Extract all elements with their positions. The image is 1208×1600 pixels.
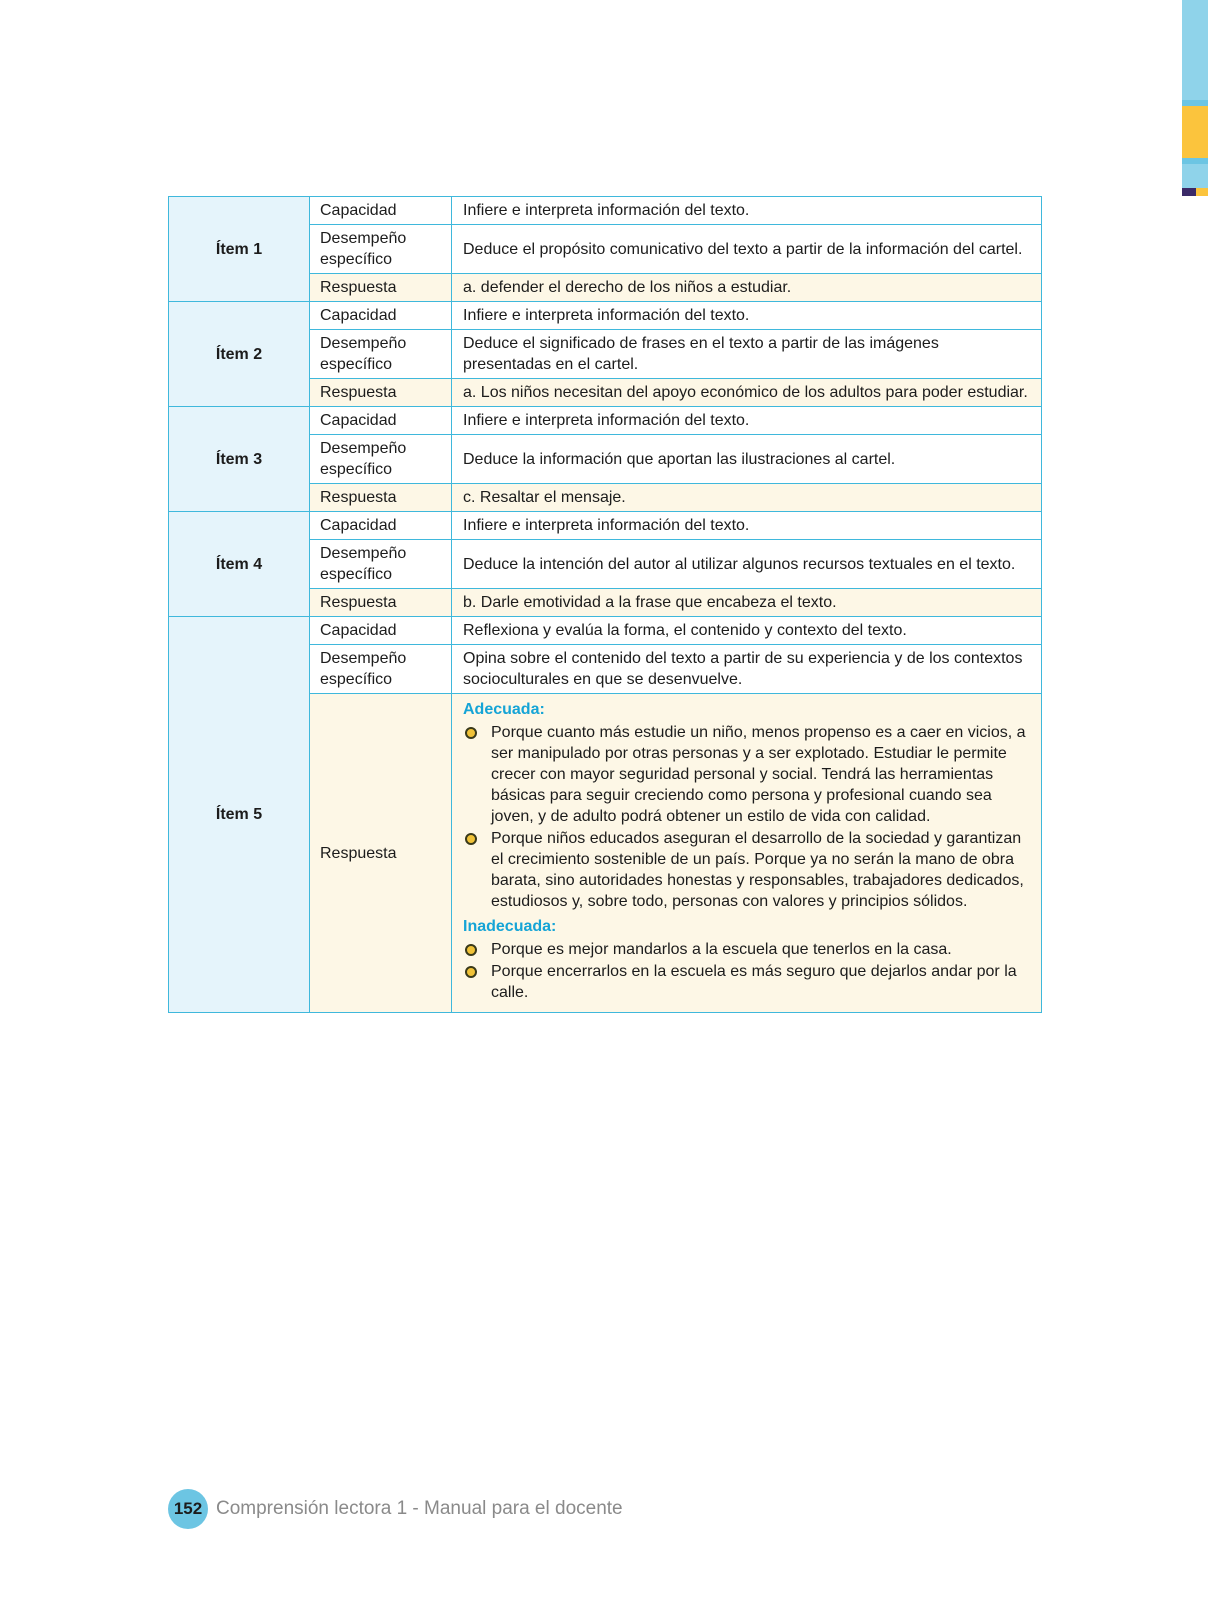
capacidad-label: Capacidad xyxy=(310,197,452,225)
side-tab-purple-mark xyxy=(1182,188,1196,196)
respuesta-value: a. defender el derecho de los niños a estudiar. xyxy=(452,274,1042,302)
respuesta-label: Respuesta xyxy=(310,484,452,512)
respuesta-label: Respuesta xyxy=(310,694,452,1013)
item-label: Ítem 1 xyxy=(169,197,310,302)
list-item-text: Porque es mejor mandarlos a la escuela que tenerlos en la casa. xyxy=(491,941,952,958)
desempeno-label: Desempeño específico xyxy=(310,540,452,589)
inadecuada-list xyxy=(463,939,1030,1003)
respuesta-value: c. Resaltar el mensaje. xyxy=(452,484,1042,512)
table-row xyxy=(169,617,1042,645)
desempeno-label: Desempeño específico xyxy=(310,435,452,484)
side-tab-blue-2 xyxy=(1182,164,1208,188)
capacidad-label: Capacidad xyxy=(310,407,452,435)
table-row xyxy=(169,197,1042,225)
respuesta-label: Respuesta xyxy=(310,274,452,302)
desempeno-value: Deduce el significado de frases en el texto a partir de las imágenes presentadas en el cartel. xyxy=(452,330,1042,379)
table-row xyxy=(169,512,1042,540)
list-item xyxy=(463,961,1030,1003)
side-tab-blue xyxy=(1182,0,1208,100)
footer-title: Comprensión lectora 1 - Manual para el docente xyxy=(216,1498,623,1519)
table-row xyxy=(169,302,1042,330)
desempeno-value: Opina sobre el contenido del texto a partir de su experiencia y de los contextos socioculturales en que se desenvuelve. xyxy=(452,645,1042,694)
bullet-icon xyxy=(465,966,477,978)
table-row xyxy=(169,407,1042,435)
inadecuada-heading: Inadecuada: xyxy=(463,918,557,935)
bullet-icon xyxy=(465,833,477,845)
respuesta-value: a. Los niños necesitan del apoyo económico de los adultos para poder estudiar. xyxy=(452,379,1042,407)
list-item xyxy=(463,939,1030,960)
capacidad-value: Infiere e interpreta información del texto. xyxy=(452,407,1042,435)
answer-key-table xyxy=(168,196,1042,1013)
desempeno-label: Desempeño específico xyxy=(310,645,452,694)
list-item-text: Porque niños educados aseguran el desarrollo de la sociedad y garantizan el crecimiento sostenible de un país. Porque ya no serán la mano de obra barata, sino autoridades honestas y responsables, trabajadores dedicados, estudiosos y, sobre todo, personas con valores y principios sólidos. xyxy=(491,830,1024,910)
list-item-text: Porque cuanto más estudie un niño, menos propenso es a caer en vicios, a ser manipulado por otras personas y a ser explotado. Estudiar le permite crecer con mayor seguridad personal y social. Tendrá las herramientas básicas para seguir creciendo como persona y profesional cuando sea joven, y de adulto podrá obtener un estilo de vida con calidad. xyxy=(491,724,1026,825)
page-number-badge: 152 xyxy=(168,1489,208,1529)
list-item-text: Porque encerrarlos en la escuela es más seguro que dejarlos andar por la calle. xyxy=(491,963,1017,1001)
respuesta-detail xyxy=(452,694,1042,1013)
capacidad-label: Capacidad xyxy=(310,302,452,330)
item-label: Ítem 2 xyxy=(169,302,310,407)
side-tab-yellow-mark xyxy=(1196,188,1208,196)
desempeno-label: Desempeño específico xyxy=(310,225,452,274)
item-label: Ítem 4 xyxy=(169,512,310,617)
desempeno-value: Deduce la información que aportan las ilustraciones al cartel. xyxy=(452,435,1042,484)
desempeno-value: Deduce la intención del autor al utilizar algunos recursos textuales en el texto. xyxy=(452,540,1042,589)
adecuada-heading: Adecuada: xyxy=(463,701,545,718)
respuesta-value: b. Darle emotividad a la frase que encabeza el texto. xyxy=(452,589,1042,617)
capacidad-label: Capacidad xyxy=(310,512,452,540)
list-item xyxy=(463,722,1030,827)
respuesta-label: Respuesta xyxy=(310,589,452,617)
list-item xyxy=(463,828,1030,912)
capacidad-value: Infiere e interpreta información del texto. xyxy=(452,197,1042,225)
bullet-icon xyxy=(465,727,477,739)
respuesta-label: Respuesta xyxy=(310,379,452,407)
desempeno-value: Deduce el propósito comunicativo del texto a partir de la información del cartel. xyxy=(452,225,1042,274)
desempeno-label: Desempeño específico xyxy=(310,330,452,379)
capacidad-value: Infiere e interpreta información del texto. xyxy=(452,302,1042,330)
item-label: Ítem 5 xyxy=(169,617,310,1013)
page-footer xyxy=(168,1490,623,1528)
capacidad-value: Reflexiona y evalúa la forma, el contenido y contexto del texto. xyxy=(452,617,1042,645)
side-tab-yellow xyxy=(1182,106,1208,158)
capacidad-value: Infiere e interpreta información del texto. xyxy=(452,512,1042,540)
adecuada-list xyxy=(463,722,1030,912)
item-label: Ítem 3 xyxy=(169,407,310,512)
bullet-icon xyxy=(465,944,477,956)
capacidad-label: Capacidad xyxy=(310,617,452,645)
